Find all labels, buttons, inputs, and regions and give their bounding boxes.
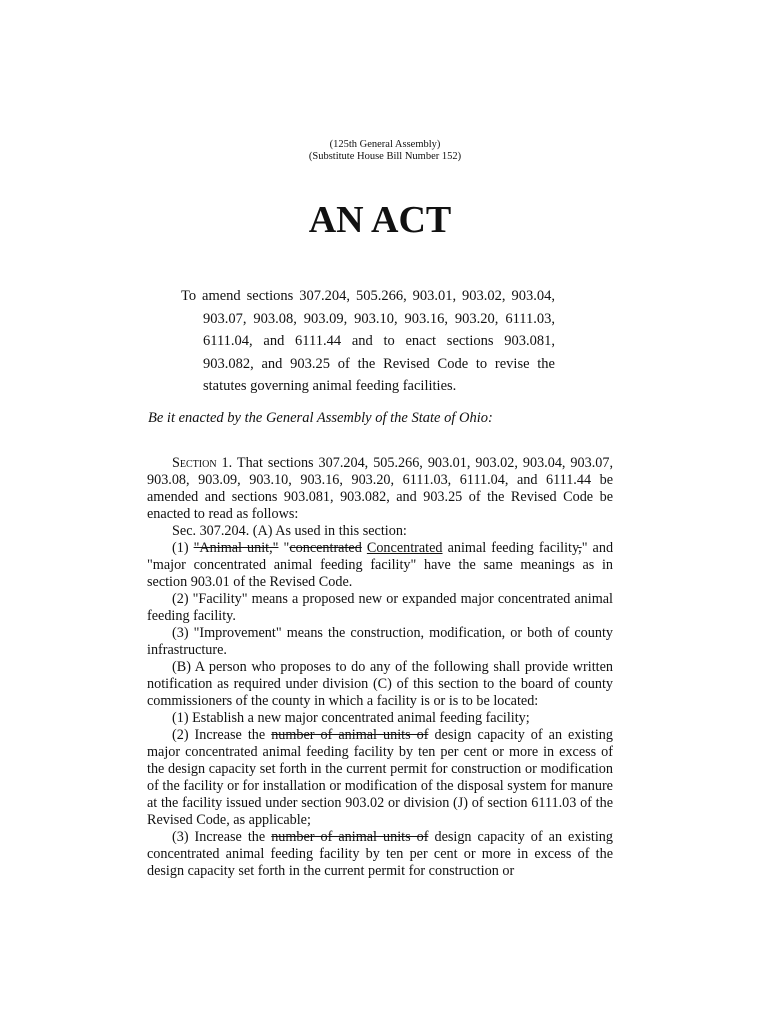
stricken-text: , — [578, 540, 582, 556]
stricken-text: concentrated — [289, 540, 362, 556]
b3-text: design capacity of an existing concentrated animal feeding facility by ten per cent or more in excess of the design capacity set forth in the current permit for construction or — [147, 829, 613, 879]
paragraph-b2 — [147, 727, 613, 829]
section-1-paragraph — [147, 455, 613, 523]
enacting-clause: Be it enacted by the General Assembly of the State of Ohio: — [148, 410, 493, 426]
stricken-text: number of animal units of — [271, 727, 429, 743]
sec-heading: Sec. 307.204. (A) As used in this section: — [172, 523, 407, 539]
act-title: AN ACT — [308, 199, 452, 241]
bill-number-line: (Substitute House Bill Number 152) — [308, 151, 462, 162]
paragraph-b3 — [147, 829, 613, 880]
paragraph-a3: (3) "Improvement" means the construction, modification, or both of county infrastructure. — [147, 625, 613, 658]
paragraph-b1: (1) Establish a new major concentrated animal feeding facility; — [172, 710, 530, 726]
stricken-text: "Animal unit," — [193, 540, 279, 556]
inserted-text: Concentrated — [366, 540, 443, 556]
assembly-line: (125th General Assembly) — [329, 139, 441, 150]
section-label: Section — [172, 455, 217, 471]
bill-header — [0, 139, 770, 163]
paragraph-a2: (2) "Facility" means a proposed new or expanded major concentrated animal feeding facility. — [147, 591, 613, 624]
a1-text: " — [278, 540, 290, 556]
paragraph-a1 — [147, 540, 613, 591]
b2-prefix: (2) Increase the — [172, 727, 272, 743]
b3-prefix: (3) Increase the — [172, 829, 272, 845]
a1-prefix: (1) — [172, 540, 194, 556]
a1-text: animal feeding facility — [442, 540, 579, 556]
purpose-clause: To amend sections 307.204, 505.266, 903.01, 903.02, 903.04, 903.07, 903.08, 903.09, 903.10, 903.16, 903.20, 6111.03, 6111.04, and 6111.44 and to enact sections 903.081, 903.082, and 903.25 of the Revised Code to revise the statutes governing animal feeding facilities. — [181, 288, 555, 394]
b2-text: design capacity of an existing major concentrated animal feeding facility by ten per cent or more in excess of the design capacity set forth in the current permit for construction or modification of the facility or for installation or modification of the disposal system for manure at the facility issued under section 903.02 or division (J) of section 6111.03 of the Revised Code, as applicable; — [147, 727, 613, 828]
stricken-text: number of animal units of — [271, 829, 429, 845]
paragraph-b: (B) A person who proposes to do any of the following shall provide written notification as required under division (C) of this section to the board of county commissioners of the county in which a facility is or is to be located: — [147, 659, 613, 709]
bill-body — [147, 455, 613, 880]
a1-text: " and "major concentrated animal feeding facility" have the same meanings as in section 903.01 of the Revised Code. — [147, 540, 614, 590]
section-1-text: 1. That sections 307.204, 505.266, 903.01, 903.02, 903.04, 903.07, 903.08, 903.09, 903.10, 903.16, 903.20, 6111.03, 6111.04, and 6111.44 be amended and sections 903.081, 903.082, and 903.25 of the Revised Code be enacted to read as follows: — [147, 455, 613, 522]
